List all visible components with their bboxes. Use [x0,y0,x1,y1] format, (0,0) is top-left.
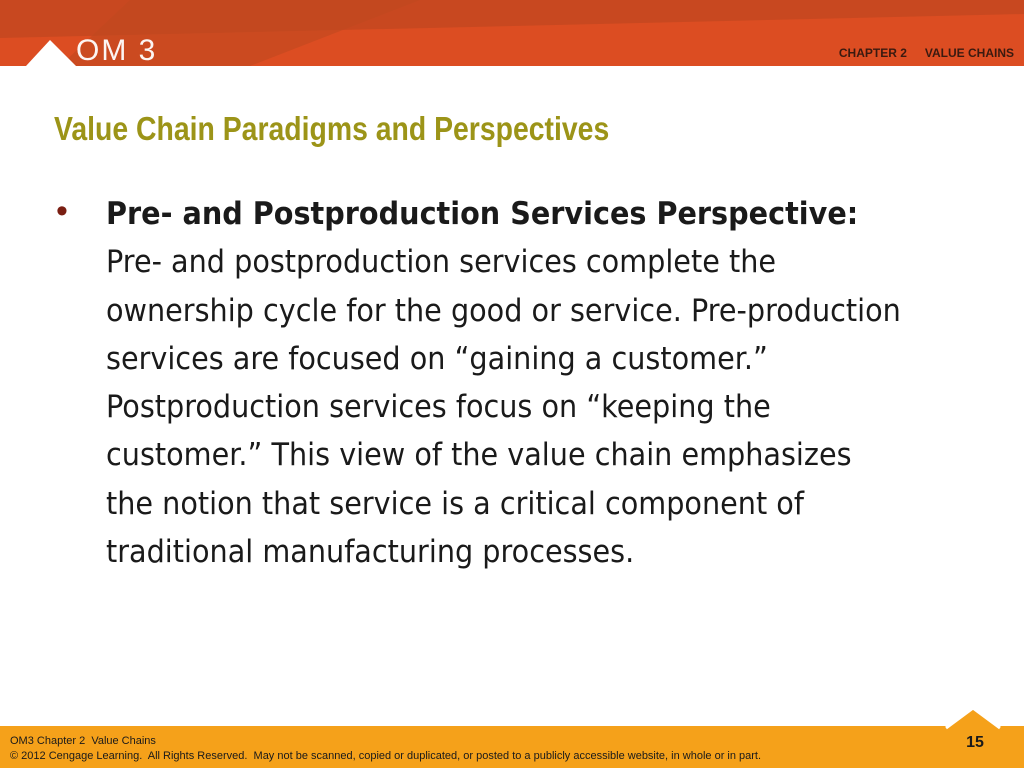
bullet-lead: Pre- and Postproduction Services Perspective: [106,196,859,232]
chapter-name: VALUE CHAINS [924,46,1014,60]
header-band [0,0,1024,66]
chapter-number: CHAPTER 2 [838,46,907,60]
brand-logo: OM 3 [76,34,158,66]
bullet-paragraph [106,190,902,576]
bullet-body: Pre- and postproduction services complete the ownership cycle for the good or service. Pre-production services are focused on “gaining a customer.” Postproduction services focus on “keeping the customer.” This view of the value chain emphasizes the notion that service is a critical component of traditional manufacturing processes. [106,244,901,571]
slide-title: Value Chain Paradigms and Perspectives [54,110,610,147]
footer-copyright: © 2012 Cengage Learning. All Rights Reserved. May not be scanned, copied or duplicated, or posted to a publicly accessible website, in whole or in part. [10,750,762,762]
page-tab-shape [942,706,1004,736]
footer-course-label: OM3 Chapter 2 Value Chains [10,735,156,747]
chapter-label [839,46,1014,60]
page-number: 15 [966,734,984,751]
bullet-icon: • [56,192,68,230]
